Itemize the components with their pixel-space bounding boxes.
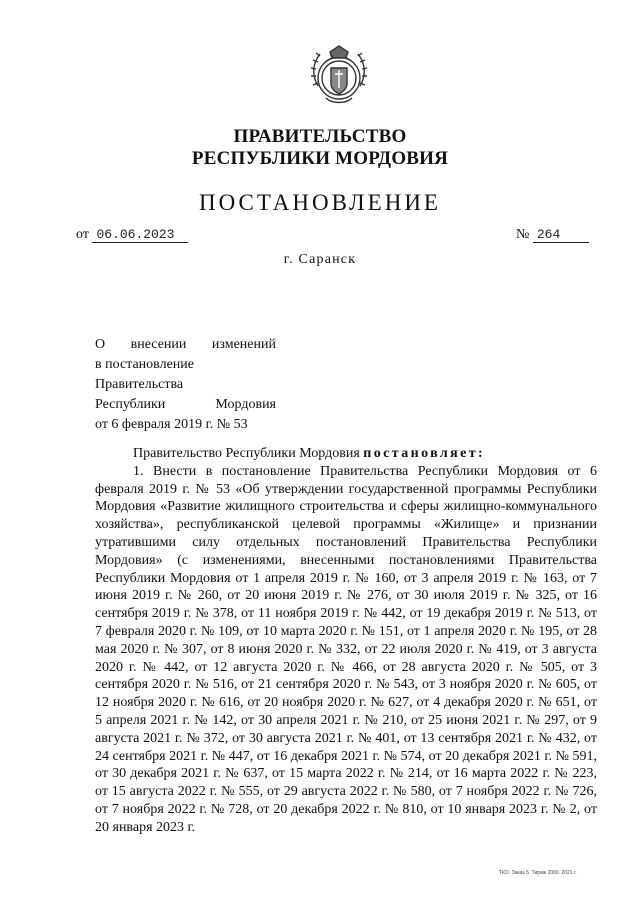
document-subject [95, 335, 276, 435]
subject-line: Республики Мордовия [95, 397, 276, 412]
organization-title-line1: ПРАВИТЕЛЬСТВО [233, 126, 407, 147]
subject-line: в постановление Правительства [95, 357, 194, 392]
organization-title-line2: РЕСПУБЛИКИ МОРДОВИЯ [191, 148, 449, 169]
date-prefix: от [76, 227, 89, 242]
body-intro [95, 445, 597, 463]
date-value: 06.06.2023 [92, 227, 188, 243]
number-prefix: № [516, 227, 530, 242]
number-value: 264 [533, 227, 589, 243]
document-date [76, 227, 188, 243]
subject-line: О внесении изменений [95, 337, 276, 352]
coat-of-arms-icon [308, 42, 370, 108]
document-body [95, 445, 597, 837]
subject-line: от 6 февраля 2019 г. № 53 [95, 417, 248, 432]
print-note: ТКО. Заказ 5. Тираж 2000. 2021 г. [499, 870, 577, 876]
city-name: г. Саранск [283, 252, 357, 267]
body-paragraph-1: 1. Внести в постановление Правительства Республики Мордовия от 6 февраля 2019 г. № 53 «Об утверждении государственной программы Республики Мордовия «Развитие жилищного строительства и сферы жилищно-коммунального хозяйства», республиканской целевой программы «Жилище» и признании утратившими силу отдельных постановлений Правительства Республики Мордовия» (с изменениями, внесенными постановлениями Правительства Республики Мордовия от 1 апреля 2019 г. № 160, от 3 апреля 2019 г. № 163, от 7 июня 2019 г. № 260, от 20 июня 2019 г. № 276, от 30 июля 2019 г. № 325, от 16 сентября 2019 г. № 378, от 11 ноября 2019 г. № 442, от 19 декабря 2019 г. № 513, от 7 февраля 2020 г. № 109, от 10 марта 2020 г. № 151, от 1 апреля 2020 г. № 195, от 28 мая 2020 г. № 307, от 8 июня 2020 г. № 332, от 22 июля 2020 г. № 419, от 3 августа 2020 г. № 442, от 12 августа 2020 г. № 466, от 28 августа 2020 г. № 505, от 3 сентября 2020 г. № 516, от 21 сентября 2020 г. № 543, от 3 ноября 2020 г. № 605, от 12 ноября 2020 г. № 616, от 20 ноября 2020 г. № 627, от 4 декабря 2020 г. № 651, от 5 апреля 2021 г. № 142, от 30 апреля 2021 г. № 210, от 25 июня 2021 г. № 297, от 9 августа 2021 г. № 372, от 30 августа 2021 г. № 401, от 13 сентября 2021 г. № 432, от 24 сентября 2021 г. № 447, от 16 декабря 2021 г. № 574, от 20 декабря 2021 г. № 591, от 30 декабря 2021 г. № 637, от 15 марта 2022 г. № 214, от 16 марта 2022 г. № 223, от 15 августа 2022 г. № 555, от 29 августа 2022 г. № 580, от 7 ноября 2022 г. № 726, от 7 ноября 2022 г. № 728, от 20 декабря 2022 г. № 810, от 10 января 2023 г. № 2, от 20 января 2023 г. [95, 463, 597, 835]
document-type-title: ПОСТАНОВЛЕНИЕ [199, 190, 441, 215]
resolution-verb: постановляет: [363, 446, 486, 461]
intro-text: Правительство Республики Мордовия [133, 446, 364, 461]
document-number [516, 227, 589, 243]
